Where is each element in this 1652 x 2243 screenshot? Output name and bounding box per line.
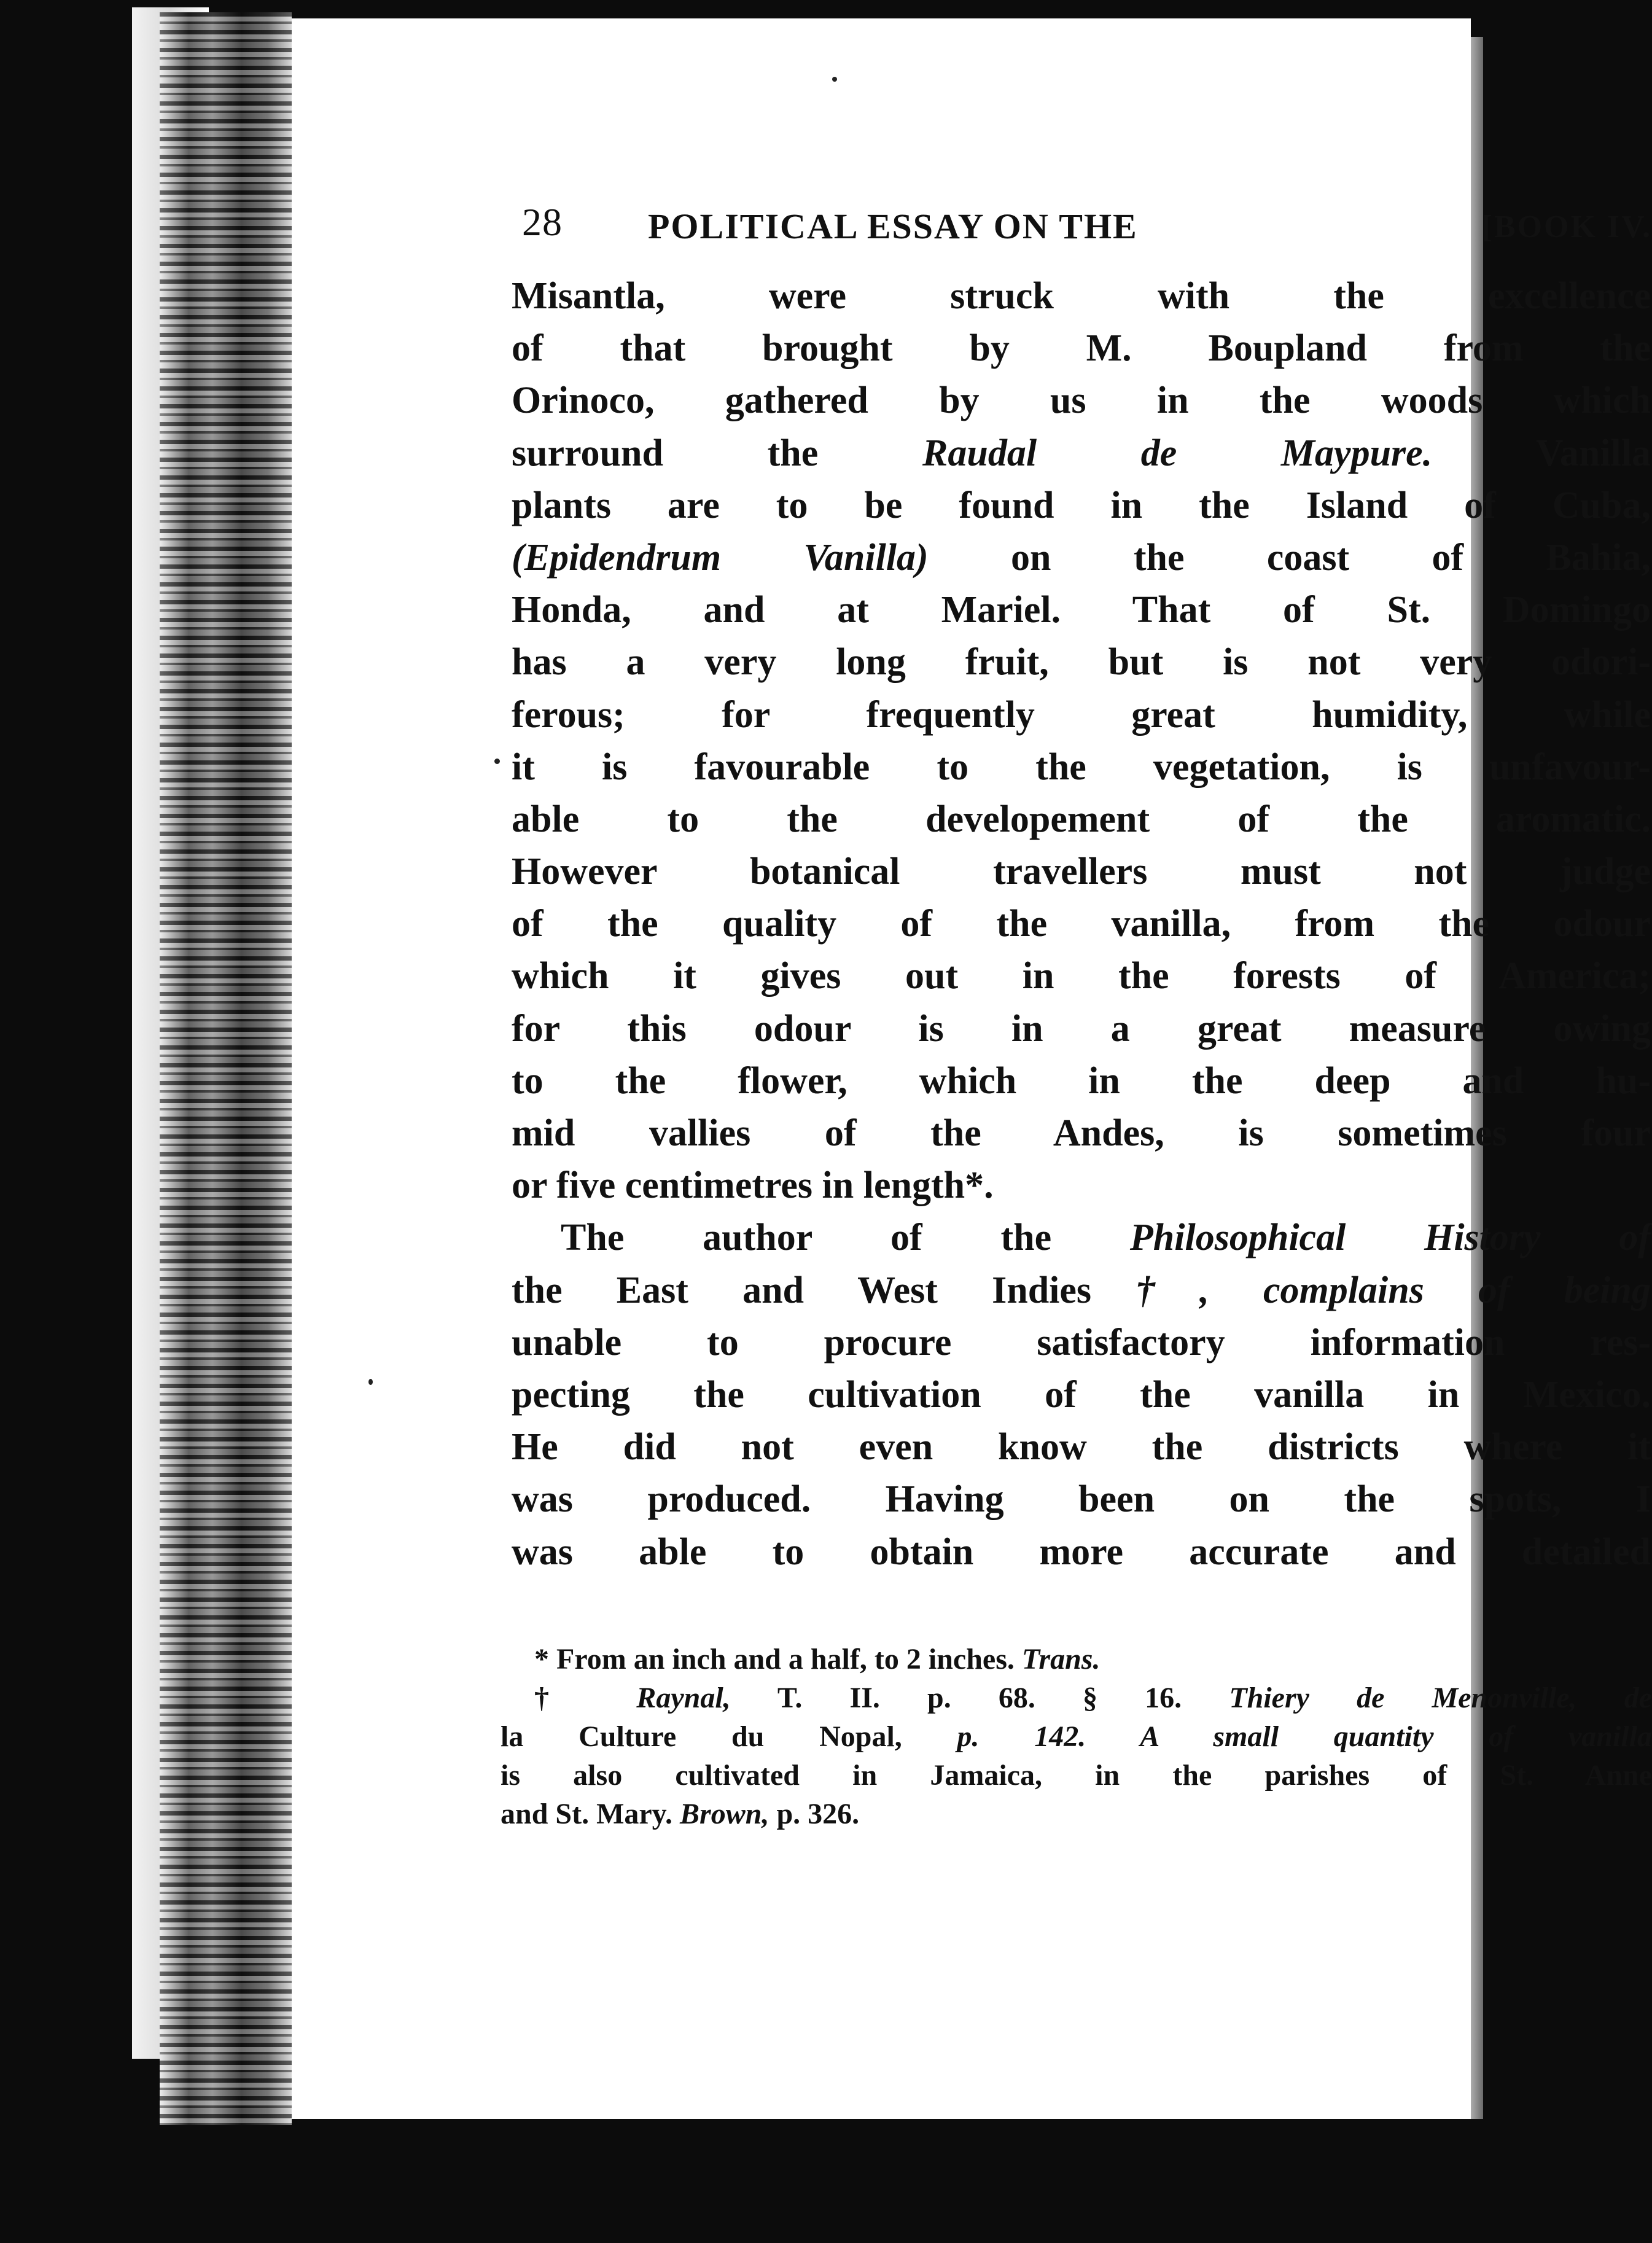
footnote-line: and St. Mary. Brown, p. 326. <box>501 1798 860 1830</box>
body-line: The author of the Philosophical History of <box>561 1217 1651 1259</box>
footnotes <box>501 1640 1652 1833</box>
body-line: was produced. Having been on the spots, I <box>512 1478 1651 1521</box>
body-line: pecting the cultivation of the vanilla in Mexico. <box>512 1373 1651 1416</box>
body-line: plants are to be found in the Island of Cuba, <box>512 484 1651 526</box>
body-line: or five centimetres in length*. <box>512 1164 994 1207</box>
body-line: unable to procure satisfactory information res- <box>512 1321 1651 1363</box>
footnote-line: † Raynal, T. II. p. 68. § 16. Thiery de Menonville, de <box>534 1682 1652 1714</box>
paper-speck <box>832 77 837 82</box>
body-line: surround the Raudal de Maypure. Vanilla <box>512 432 1651 474</box>
book-gutter <box>160 12 292 2125</box>
body-line: to the flower, which in the deep and hu- <box>512 1059 1651 1102</box>
page-number: 28 <box>522 200 563 244</box>
body-line: it is favourable to the vegetation, is unfavour- <box>512 746 1651 788</box>
body-line: ferous; for frequently great humidity, while <box>512 693 1651 736</box>
running-head <box>522 184 1652 252</box>
body-line: of that brought by M. Boupland from the <box>512 327 1651 370</box>
body-line: was able to obtain more accurate and detailed <box>512 1531 1651 1573</box>
body-line: However botanical travellers must not judge <box>512 851 1651 893</box>
body-line: mid vallies of the Andes, is sometimes four <box>512 1112 1651 1154</box>
body-line: for this odour is in a great measure owing <box>512 1007 1651 1050</box>
body-line: which it gives out in the forests of America; <box>512 955 1651 997</box>
footnote-line: is also cultivated in Jamaica, in the parishes of St. Anne <box>501 1759 1652 1792</box>
footnote-line: * From an inch and a half, to 2 inches. Trans. <box>534 1643 1101 1675</box>
body-line: Honda, and at Mariel. That of St. Domingo <box>512 589 1651 631</box>
body-line: able to the developement of the aromatic. <box>512 798 1651 840</box>
footnote-line: la Culture du Nopal, p. 142. A small quantity of vanilla <box>501 1720 1652 1753</box>
section-marker: [BOOK IV. <box>1481 209 1652 244</box>
body-line: of the quality of the vanilla, from the odour <box>512 903 1651 945</box>
paper-speck <box>368 1379 373 1385</box>
body-line: the East and West Indies†, complains of being <box>512 1269 1651 1311</box>
body-line: has a very long fruit, but is not very odori- <box>512 641 1651 684</box>
body-line: He did not even know the districts where it <box>512 1426 1651 1469</box>
body-line: Orinoco, gathered by us in the woods which <box>512 380 1651 422</box>
paper-speck <box>494 759 500 764</box>
body-line: Misantla, were struck with the excellence <box>512 275 1651 317</box>
body-line: (Epidendrum Vanilla) on the coast of Bahia, <box>512 536 1651 579</box>
book-page <box>292 18 1652 2119</box>
running-title: POLITICAL ESSAY ON THE <box>648 206 1138 246</box>
body-text <box>512 270 1651 1578</box>
